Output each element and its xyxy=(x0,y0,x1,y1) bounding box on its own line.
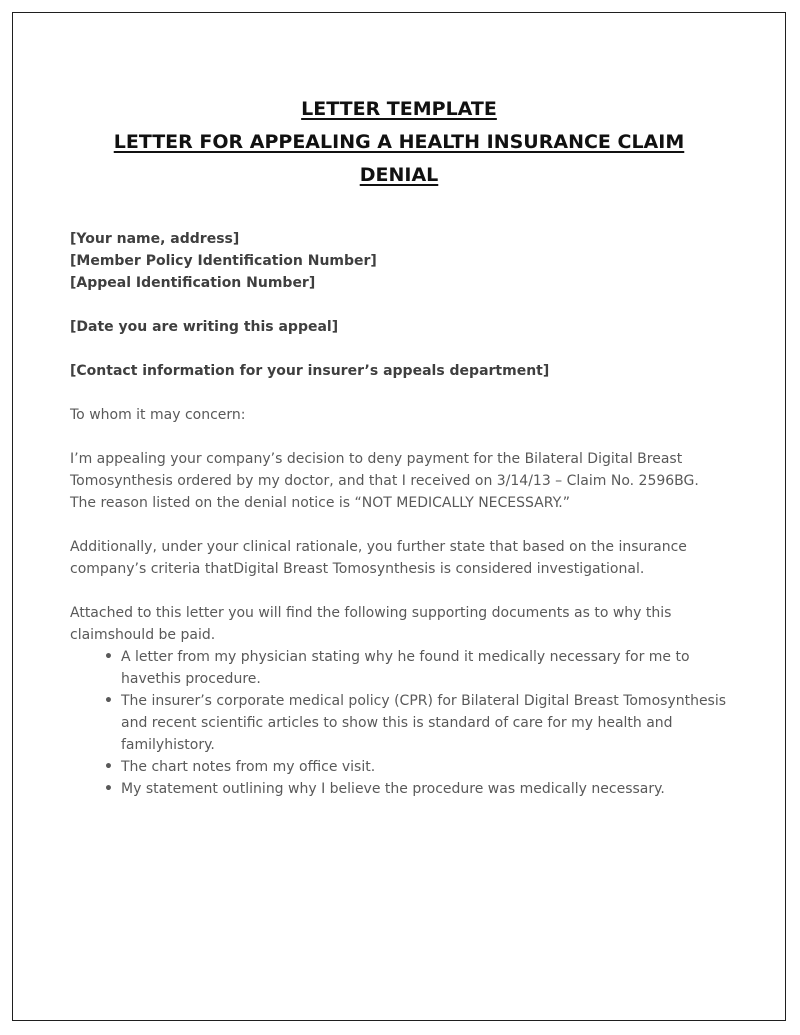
field-member-policy-id: [Member Policy Identification Number] xyxy=(70,253,377,269)
title-line-2 xyxy=(70,126,728,159)
title-line-2-text: LETTER FOR APPEALING A HEALTH INSURANCE CLAIM xyxy=(113,131,685,153)
title-line-1 xyxy=(70,93,728,126)
field-name-address: [Your name, address] xyxy=(70,231,240,247)
document-title xyxy=(70,93,728,192)
paragraph-appeal: I’m appealing your company’s decision to deny payment for the Bilateral Digital Breast Tomosynthesis ordered by my doctor, and that I received on 3/14/13 – Claim No. 2596BG. The reason listed on the denial notice is “NOT MEDICALLY NECESSARY.” xyxy=(70,451,699,511)
paragraph-attachments: Attached to this letter you will find the following supporting documents as to why this claimshould be paid. xyxy=(70,605,672,643)
title-line-1-text: LETTER TEMPLATE xyxy=(301,98,497,120)
list-item-statement: • My statement outlining why I believe the procedure was medically necessary. xyxy=(104,778,728,800)
header-fields-block xyxy=(70,228,728,294)
field-appeal-id: [Appeal Identification Number] xyxy=(70,275,316,291)
list-item-medical-policy: • The insurer’s corporate medical policy (CPR) for Bilateral Digital Breast Tomosynthesis and recent scientific articles to show this is standard of care for my health and familyhistory. xyxy=(104,690,728,756)
supporting-documents-list xyxy=(104,646,728,800)
field-date: [Date you are writing this appeal] xyxy=(70,319,339,335)
list-item-chart-notes: • The chart notes from my office visit. xyxy=(104,756,728,778)
document-page xyxy=(12,12,786,1021)
paragraph-rationale: Additionally, under your clinical rationale, you further state that based on the insurance company’s criteria thatDigital Breast Tomosynthesis is considered investigational. xyxy=(70,539,687,577)
title-line-3 xyxy=(70,159,728,192)
field-contact-info: [Contact information for your insurer’s appeals department] xyxy=(70,363,550,379)
list-item-physician-letter: • A letter from my physician stating why he found it medically necessary for me to havethis procedure. xyxy=(104,646,728,690)
title-line-3-text: DENIAL xyxy=(359,164,439,186)
salutation: To whom it may concern: xyxy=(70,407,246,423)
